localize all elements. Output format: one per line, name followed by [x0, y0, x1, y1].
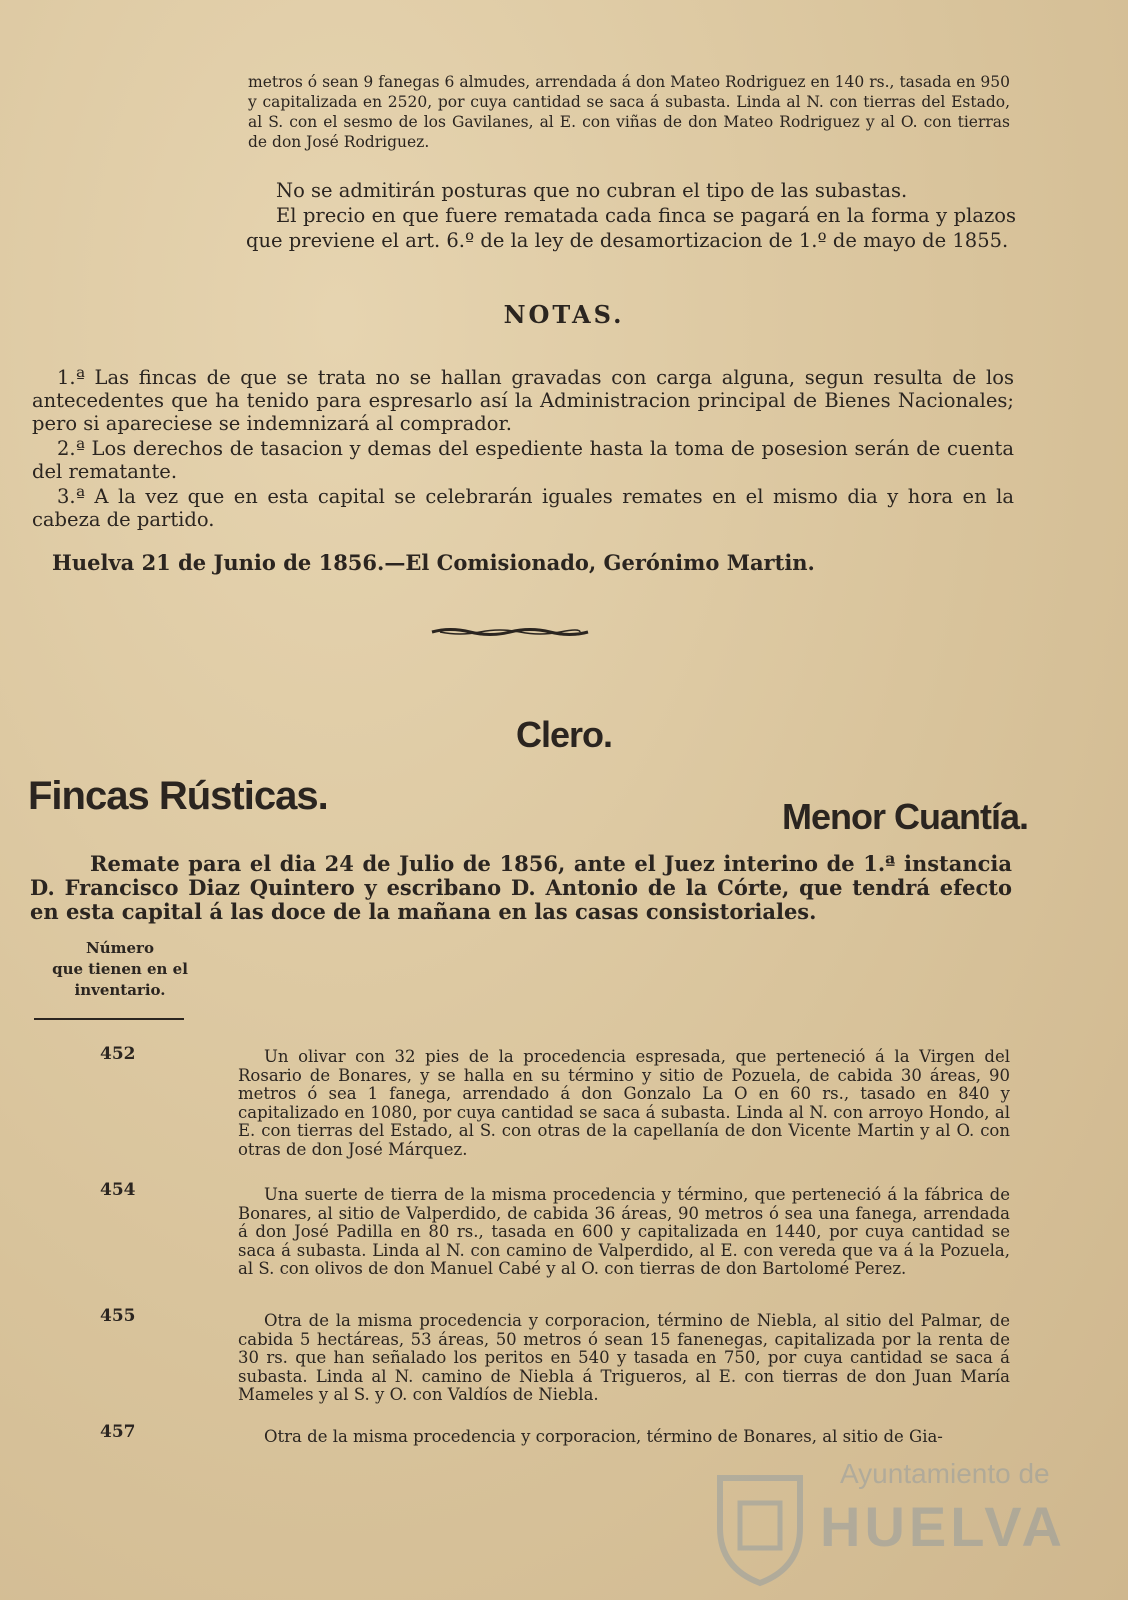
entry-text: Otra de la misma procedencia y corporacion, término de Niebla, al sitio del Palmar, de cabida 5 hectáreas, 53 áreas, 50 metros ó sean 15 fanenegas, capitalizada por la renta de 30 rs. que han señalado los peritos en 540 y tasada en 750, por cuya cantidad se saca á subasta. Linda al N. camino de Niebla á Trigueros, al E. con tierras de don Juan María Mameles y al S. y O. con Valdíos de Niebla.	[238, 1311, 1010, 1404]
inventory-header-line-2: que tienen en el	[52, 960, 188, 978]
signature-line: Huelva 21 de Junio de 1856.—El Comisionado, Gerónimo Martin.	[52, 550, 815, 575]
archive-watermark	[690, 1458, 1110, 1598]
inventory-header-line-3: inventario.	[74, 981, 166, 999]
entry-text: Una suerte de tierra de la misma procedencia y término, que perteneció á la fábrica de Bonares, al sitio de Valperdido, de cabida 36 áreas, 90 metros ó sea una fanega, arrendada á don José Padilla en 80 rs., tasada en 600 y capitalizada en 1440, por cuya cantidad se saca á subasta. Linda al N. con camino de Valperdido, al E. con vereda que va á la Pozuela, al S. con olivos de don Manuel Cabé y al O. con tierras de don Bartolomé Perez.	[238, 1185, 1010, 1278]
coat-of-arms-icon	[710, 1468, 810, 1588]
auction-notice-text: Remate para el dia 24 de Julio de 1856, ante el Juez interino de 1.ª instancia D. Francisco Diaz Quintero y escribano D. Antonio de la Córte, que tendrá efecto en esta capital á las doce de la mañana en las casas consistoriales.	[30, 851, 1012, 924]
ornament-divider	[430, 627, 590, 637]
watermark-line-1: Ayuntamiento de	[840, 1458, 1050, 1489]
entry-number: 457	[100, 1422, 136, 1442]
inventory-header	[40, 938, 200, 1001]
note-1: 1.ª Las fincas de que se trata no se hallan gravadas con carga alguna, segun resulta de los antecedentes que ha tenido para espresarlo así la Administracion principal de Bienes Nacionales; pero si apareciese se indemnizará al comprador.	[32, 366, 1014, 435]
note-2: 2.ª Los derechos de tasacion y demas del espediente hasta la toma de posesion serán de cuenta del rematante.	[32, 437, 1014, 483]
auction-notice	[30, 852, 1012, 924]
entry-number: 455	[100, 1306, 136, 1326]
entry-item	[238, 1428, 1010, 1447]
continuation-paragraph	[248, 72, 1010, 152]
entry-item	[238, 1312, 1010, 1405]
note-3: 3.ª A la vez que en esta capital se celebrarán iguales remates en el mismo dia y hora en la cabeza de partido.	[32, 485, 1014, 531]
entry-number: 452	[100, 1044, 136, 1064]
subtitle-left: Fincas Rústicas.	[28, 774, 328, 818]
entry-text: Un olivar con 32 pies de la procedencia espresada, que perteneció á la Virgen del Rosario de Bonares, y se halla en su término y sitio de Pozuela, de cabida 30 áreas, 90 metros ó sea 1 fanega, arrendado á don Gonzalo La O en 60 rs., tasado en 840 y capitalizado en 1080, por cuya cantidad se saca á subasta. Linda al N. con arroyo Hondo, al E. con tierras del Estado, al S. con otras de la capellanía de don Vicente Martin y al O. con otras de don José Márquez.	[238, 1047, 1010, 1159]
section-title: Clero.	[515, 714, 613, 755]
entry-item	[238, 1048, 1010, 1159]
auction-conditions	[246, 178, 1016, 253]
notes-list	[32, 366, 1014, 533]
continuation-text: metros ó sean 9 fanegas 6 almudes, arrendada á don Mateo Rodriguez en 140 rs., tasada en 950 y capitalizada en 2520, por cuya cantidad se saca á subasta. Linda al N. con tierras del Estado, al S. con el sesmo de los Gavilanes, al E. con viñas de don Mateo Rodriguez y al O. con tierras de don José Rodriguez.	[248, 73, 1010, 151]
entry-text: Otra de la misma procedencia y corporacion, término de Bonares, al sitio de Gia-	[264, 1427, 943, 1446]
condition-2: El precio en que fuere rematada cada finca se pagará en la forma y plazos que previene el art. 6.º de la ley de desamortizacion de 1.º de mayo de 1855.	[246, 204, 1016, 252]
inventory-header-line-1: Número	[86, 939, 154, 957]
subtitle-right: Menor Cuantía.	[782, 796, 1029, 837]
inventory-rule	[34, 1018, 184, 1020]
watermark-line-2: HUELVA	[820, 1495, 1066, 1558]
entry-item	[238, 1186, 1010, 1279]
condition-1: No se admitirán posturas que no cubran el tipo de las subastas.	[276, 179, 908, 202]
notes-heading: NOTAS.	[503, 300, 625, 329]
entry-number: 454	[100, 1180, 136, 1200]
